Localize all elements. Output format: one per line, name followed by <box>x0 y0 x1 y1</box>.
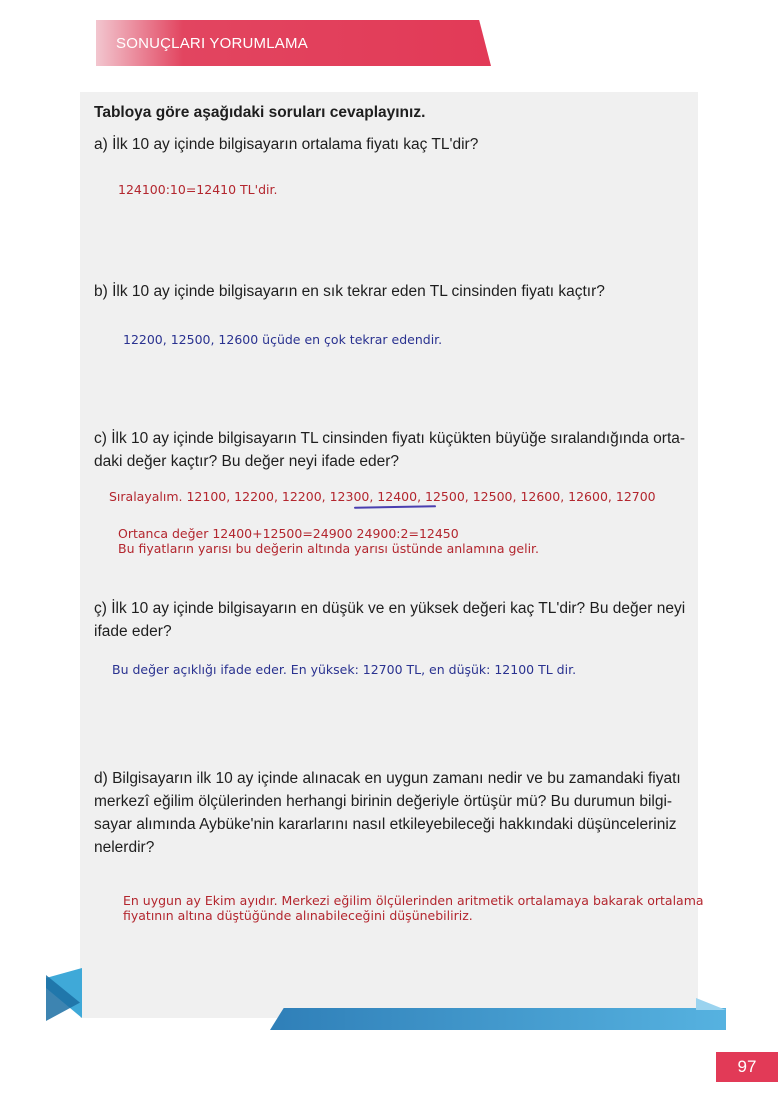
answer-d-line-2: fiyatının altına düştüğünde alınabileceğini düşünebiliriz. <box>123 908 473 923</box>
question-a: a) İlk 10 ay içinde bilgisayarın ortalama fiyatı kaç TL'dir? <box>94 136 479 153</box>
question-cc-line-1: ç) İlk 10 ay içinde bilgisayarın en düşük ve en yüksek değeri kaç TL'dir? Bu değer neyi <box>94 600 686 617</box>
question-d-line-3: sayar alımında Aybüke'nin kararlarını nasıl etkileyebileceği hakkındaki düşünceleriniz <box>94 816 677 833</box>
answer-c-sorted: Sıralayalım. 12100, 12200, 12200, 12300, 12400, 12500, 12500, 12600, 12600, 12700 <box>109 489 656 504</box>
answer-a: 124100:10=12410 TL'dir. <box>118 182 278 197</box>
question-b: b) İlk 10 ay içinde bilgisayarın en sık tekrar eden TL cinsinden fiyatı kaçtır? <box>94 283 605 300</box>
answer-cc: Bu değer açıklığı ifade eder. En yüksek: 12700 TL, en düşük: 12100 TL dir. <box>112 662 577 677</box>
question-c-line-2: daki değer kaçtır? Bu değer neyi ifade eder? <box>94 453 400 470</box>
answer-c-meaning: Bu fiyatların yarısı bu değerin altında yarısı üstünde anlamına gelir. <box>118 541 540 556</box>
decorative-ribbon-bottom <box>270 1008 726 1030</box>
section-title: SONUÇLARI YORUMLAMA <box>116 35 308 52</box>
page-number: 97 <box>737 1057 757 1076</box>
decorative-ribbon-bottom-tip <box>696 998 726 1010</box>
question-c-line-1: c) İlk 10 ay içinde bilgisayarın TL cinsinden fiyatı küçükten büyüğe sıralandığında orta- <box>94 430 686 447</box>
question-cc-line-2: ifade eder? <box>94 623 172 640</box>
panel-heading: Tabloya göre aşağıdaki soruları cevaplayınız. <box>94 104 426 121</box>
question-d-line-1: d) Bilgisayarın ilk 10 ay içinde alınacak en uygun zamanı nedir ve bu zamandaki fiyatı <box>94 770 681 787</box>
answer-c-median: Ortanca değer 12400+12500=24900 24900:2=12450 <box>118 526 459 541</box>
question-d-line-4: nelerdir? <box>94 839 155 856</box>
answer-b: 12200, 12500, 12600 üçüde en çok tekrar edendir. <box>123 332 443 347</box>
question-d-line-2: merkezî eğilim ölçülerinden herhangi birinin değeriyle örtüşür mü? Bu durumun bilgi- <box>94 793 673 810</box>
answer-d-line-1: En uygun ay Ekim ayıdır. Merkezi eğilim ölçülerinden aritmetik ortalamaya bakarak ortalama <box>123 893 704 908</box>
